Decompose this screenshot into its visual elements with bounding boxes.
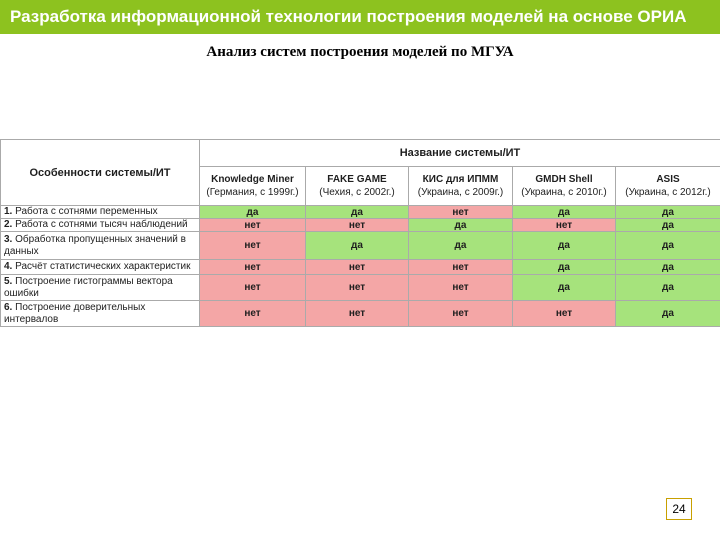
feature-text: Работа с сотнями тысяч наблюдений xyxy=(15,219,188,230)
slide-title: Разработка информационной технологии построения моделей на основе ОРИА xyxy=(10,7,687,26)
feature-label xyxy=(1,206,200,219)
value-cell: да xyxy=(616,232,720,260)
value-cell: да xyxy=(409,219,513,232)
feature-text: Обработка пропущенных значений в данных xyxy=(4,233,186,257)
system-origin: (Украина, с 2010г.) xyxy=(521,187,607,198)
feature-text: Расчёт статистических характеристик xyxy=(15,261,191,272)
feature-number: 6. xyxy=(4,301,13,313)
value-cell: нет xyxy=(306,219,409,232)
value-cell: да xyxy=(616,260,720,275)
system-name: Knowledge Miner xyxy=(211,174,294,185)
value-cell: да xyxy=(513,275,616,301)
value-cell: нет xyxy=(306,301,409,327)
system-header-fake-game xyxy=(306,167,409,206)
system-name: КИС для ИПММ xyxy=(422,174,499,185)
system-name: FAKE GAME xyxy=(327,174,387,185)
table-row xyxy=(1,219,720,232)
value-cell: да xyxy=(513,232,616,260)
value-cell: да xyxy=(513,260,616,275)
feature-number: 1. xyxy=(4,206,13,217)
system-header-kis-ipmm xyxy=(409,167,513,206)
value-cell: да xyxy=(409,232,513,260)
system-header-asis xyxy=(616,167,720,206)
feature-number: 3. xyxy=(4,233,13,245)
value-cell: нет xyxy=(409,301,513,327)
feature-label xyxy=(1,275,200,301)
system-origin: (Украина, с 2009г.) xyxy=(417,187,504,198)
value-cell: нет xyxy=(409,275,513,301)
feature-label xyxy=(1,219,200,232)
value-cell: нет xyxy=(513,219,616,232)
comparison-table xyxy=(0,139,720,327)
value-cell: да xyxy=(616,275,720,301)
table-row xyxy=(1,232,720,260)
feature-text: Построение гистограммы вектора ошибки xyxy=(4,275,173,299)
table-row xyxy=(1,275,720,301)
feature-text: Построение доверительных интервалов xyxy=(4,301,146,325)
value-cell: да xyxy=(513,206,616,219)
systems-header: Название системы/ИТ xyxy=(200,140,720,167)
slide-subtitle: Анализ систем построения моделей по МГУА xyxy=(206,44,514,60)
slide-header xyxy=(0,0,720,34)
table-row xyxy=(1,260,720,275)
value-cell: нет xyxy=(409,206,513,219)
system-header-knowledge-miner xyxy=(200,167,306,206)
value-cell: да xyxy=(306,206,409,219)
value-cell: нет xyxy=(200,260,306,275)
value-cell: да xyxy=(616,301,720,327)
value-cell: да xyxy=(616,219,720,232)
feature-number: 5. xyxy=(4,275,13,287)
system-origin: (Украина, с 2012г.) xyxy=(625,187,711,198)
system-header-gmdh-shell xyxy=(513,167,616,206)
feature-label xyxy=(1,301,200,327)
value-cell: нет xyxy=(409,260,513,275)
value-cell: да xyxy=(200,206,306,219)
system-name: GMDH Shell xyxy=(535,174,593,185)
value-cell: да xyxy=(306,232,409,260)
value-cell: нет xyxy=(200,232,306,260)
features-header: Особенности системы/ИТ xyxy=(1,140,200,206)
value-cell: нет xyxy=(200,275,306,301)
feature-number: 2. xyxy=(4,219,13,230)
feature-label xyxy=(1,260,200,275)
system-name: ASIS xyxy=(656,174,680,185)
table-row xyxy=(1,206,720,219)
table-body xyxy=(1,206,720,327)
feature-number: 4. xyxy=(4,261,13,272)
page-number: 24 xyxy=(666,498,692,520)
table-row xyxy=(1,301,720,327)
system-origin: (Чехия, с 2002г.) xyxy=(319,187,395,198)
value-cell: нет xyxy=(200,219,306,232)
value-cell: нет xyxy=(306,275,409,301)
value-cell: нет xyxy=(200,301,306,327)
value-cell: нет xyxy=(306,260,409,275)
value-cell: нет xyxy=(513,301,616,327)
system-origin: (Германия, с 1999г.) xyxy=(206,187,299,198)
feature-text: Работа с сотнями переменных xyxy=(15,206,158,217)
feature-label xyxy=(1,232,200,260)
value-cell: да xyxy=(616,206,720,219)
